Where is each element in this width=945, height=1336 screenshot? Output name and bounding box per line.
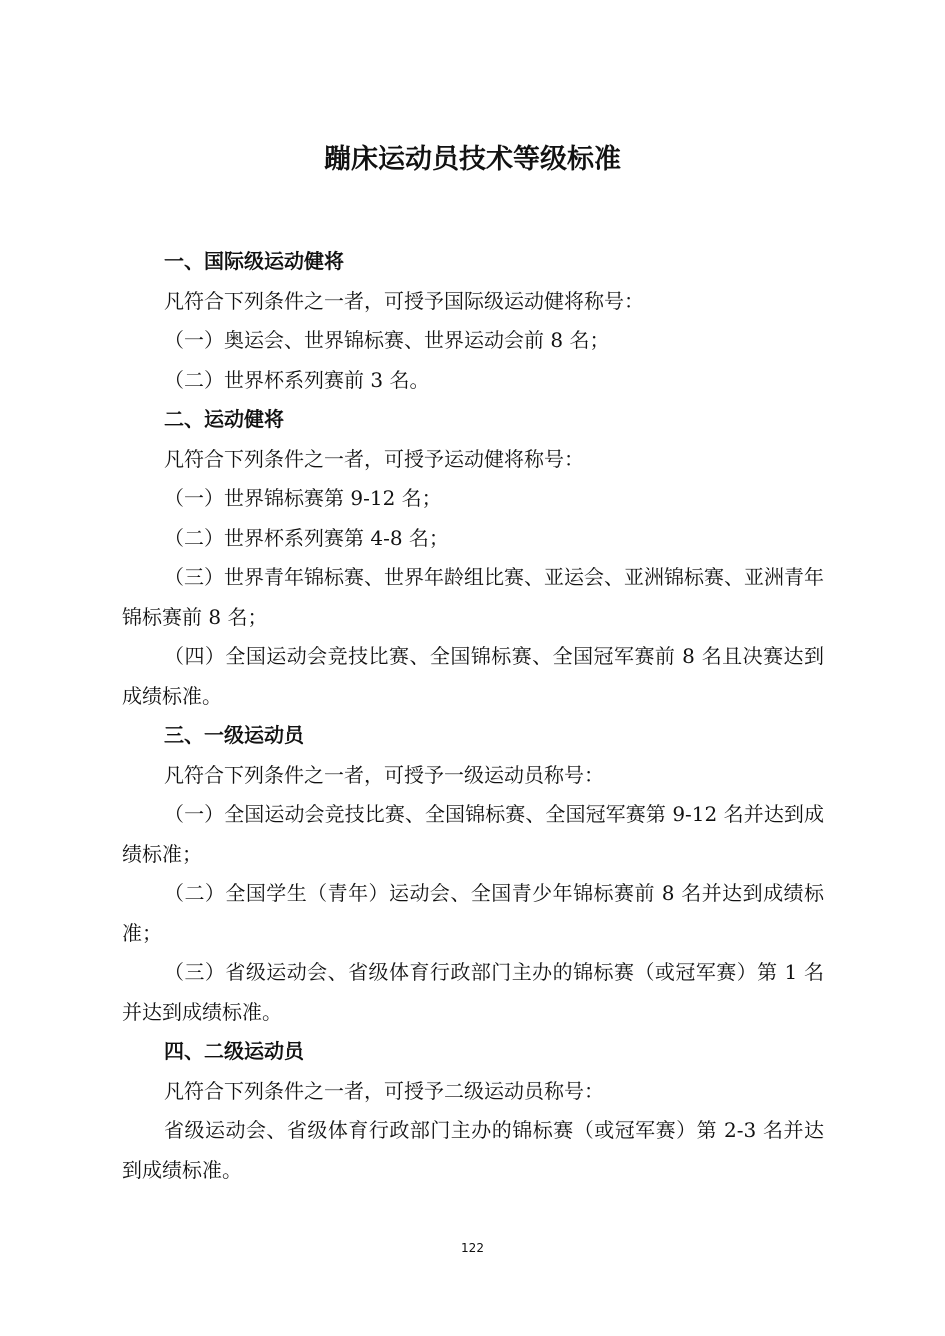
criteria-item: （一）奥运会、世界锦标赛、世界运动会前 8 名； xyxy=(164,328,610,352)
criteria-item: （二）世界杯系列赛第 4-8 名； xyxy=(164,525,449,550)
section-heading: 二、运动健将 xyxy=(164,407,284,431)
criteria-item: （一）世界锦标赛第 9-12 名； xyxy=(164,486,442,510)
criteria-item: （三）省级运动会、省级体育行政部门主办的锦标赛（或冠军赛）第 1 名并达到成绩标准。 xyxy=(122,960,824,1024)
document-body xyxy=(122,242,824,1190)
section-intro: 凡符合下列条件之一者，可授予二级运动员称号： xyxy=(164,1078,604,1103)
criteria-item: （一）全国运动会竞技比赛、全国锦标赛、全国冠军赛第 9-12 名并达到成绩标准； xyxy=(122,802,824,866)
criteria-item: （二）世界杯系列赛前 3 名。 xyxy=(164,367,430,392)
criteria-item: （二）全国学生（青年）运动会、全国青少年锦标赛前 8 名并达到成绩标准； xyxy=(122,881,824,945)
section-intro: 凡符合下列条件之一者，可授予运动健将称号： xyxy=(164,446,584,471)
section-heading: 四、二级运动员 xyxy=(164,1039,304,1063)
section-heading: 一、国际级运动健将 xyxy=(164,249,344,273)
page-number: 122 xyxy=(461,1241,484,1255)
section-intro: 凡符合下列条件之一者，可授予国际级运动健将称号： xyxy=(164,288,644,313)
criteria-item: （四）全国运动会竞技比赛、全国锦标赛、全国冠军赛前 8 名且决赛达到成绩标准。 xyxy=(122,644,824,708)
criteria-item: （三）世界青年锦标赛、世界年龄组比赛、亚运会、亚洲锦标赛、亚洲青年锦标赛前 8 名； xyxy=(122,565,824,629)
document-title: 蹦床运动员技术等级标准 xyxy=(324,144,621,175)
criteria-item: 省级运动会、省级体育行政部门主办的锦标赛（或冠军赛）第 2-3 名并达到成绩标准。 xyxy=(122,1118,824,1182)
section-heading: 三、一级运动员 xyxy=(164,723,304,747)
section-intro: 凡符合下列条件之一者，可授予一级运动员称号： xyxy=(164,762,604,787)
